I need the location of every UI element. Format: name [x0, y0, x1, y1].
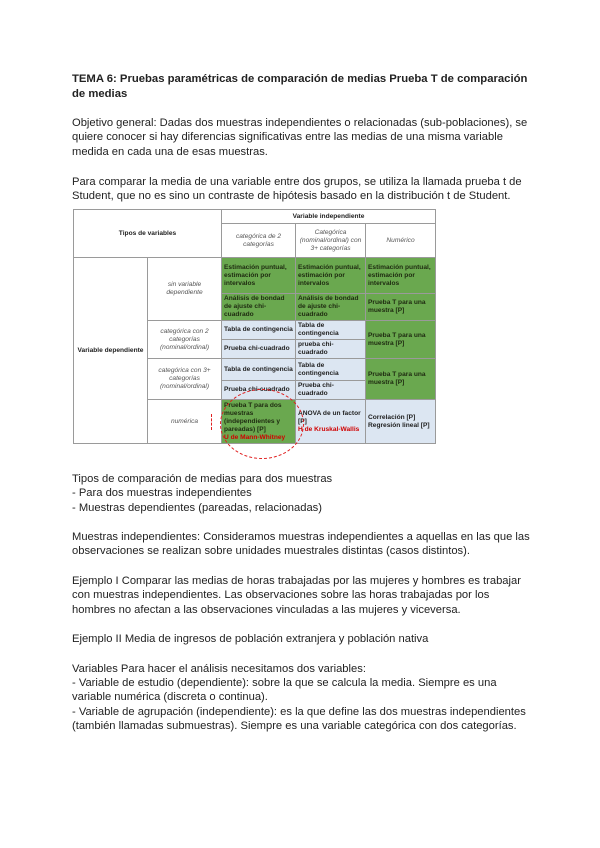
cell-r2b-c1: Prueba chi-cuadrado: [222, 340, 296, 359]
cell-r1a-c3: Estimación puntual, estimación por intervalos: [366, 258, 436, 294]
cell-r4-c3: Correlación [P] Regresión lineal [P]: [366, 400, 436, 444]
cell-r4-c2: [296, 400, 366, 444]
muestras-independientes-paragraph: Muestras independientes: Consideramos muestras independientes a aquellas en las que las observaciones se realizan sobre unidades muestrales distintas (casos distintos).: [72, 531, 530, 558]
cell-r4-c1-nonparam: U de Mann-Whitney: [224, 433, 286, 441]
cell-r1b-c1: Análisis de bondad de ajuste chi-cuadrado: [222, 294, 296, 321]
col-header-num: Numérico: [366, 224, 436, 258]
col-header-cat3: Categórica (nominal/ordinal) con 3+ categorías: [296, 224, 366, 258]
cell-r3b-c2: Prueba chi-cuadrado: [296, 381, 366, 400]
variables-item-2: - Variable de agrupación (independiente): es la que define las dos muestras independientes (también llamadas submuestras). Siempre es una variable categórica con dos categorías.: [72, 706, 526, 733]
cell-r4-c1: [222, 400, 296, 444]
cell-r3a-c1: Tabla de contingencia: [222, 359, 296, 381]
row-label-cat2: categórica con 2 categorías (nominal/ordinal): [148, 321, 222, 359]
variables-item-1: - Variable de estudio (dependiente): sobre la que se calcula la media. Siempre es una variable numérica (discreta o continua).: [72, 677, 497, 704]
intro-paragraph: Para comparar la media de una variable entre dos grupos, se utiliza la llamada prueba t de Student, que no es sino un contraste de hipótesis basado en la distribución t de Student.: [72, 176, 522, 203]
col-header-cat2: categórica de 2 categorías: [222, 224, 296, 258]
cell-r3b-c1: Prueba chi-cuadrado: [222, 381, 296, 400]
header-tipos: Tipos de variables: [74, 210, 222, 258]
cell-r2-c3: Prueba T para una muestra [P]: [366, 321, 436, 359]
ejemplo-1-paragraph: Ejemplo I Comparar las medias de horas trabajadas por las mujeres y hombres es trabajar con muestras independientes. Las observaciones sobre las horas trabajadas por los hombres no afectan a las observaciones vinculadas a las mujeres y viceversa.: [72, 575, 521, 616]
cell-r2a-c1: Tabla de contingencia: [222, 321, 296, 340]
tipos-item-1: - Para dos muestras independientes: [72, 487, 252, 499]
cell-r4-c1-text: Prueba T para dos muestras (independientes y pareadas) [P]: [224, 401, 282, 433]
cell-r3-c3: Prueba T para una muestra [P]: [366, 359, 436, 400]
cell-r1b-c3: Prueba T para una muestra [P]: [366, 294, 436, 321]
row-label-sin: sin variable dependiente: [148, 258, 222, 321]
cell-r1b-c2: Análisis de bondad de ajuste chi-cuadrado: [296, 294, 366, 321]
tipos-item-2: - Muestras dependientes (pareadas, relacionadas): [72, 502, 322, 514]
variables-heading: Variables Para hacer el análisis necesitamos dos variables:: [72, 663, 366, 675]
row-label-cat3: categórica con 3+ categorías (nominal/ordinal): [148, 359, 222, 400]
cell-r1a-c1: Estimación puntual, estimación por intervalos: [222, 258, 296, 294]
tipos-heading: Tipos de comparación de medias para dos muestras: [72, 473, 333, 485]
row-label-num: numérica: [148, 400, 222, 444]
cell-r2a-c2: Tabla de contingencia: [296, 321, 366, 340]
cell-r1a-c2: Estimación puntual, estimación por intervalos: [296, 258, 366, 294]
cell-r4-c2-nonparam: H de Kruskal-Wallis: [298, 425, 360, 433]
cell-r2b-c2: prueba chi-cuadrado: [296, 340, 366, 359]
cell-r3a-c2: Tabla de contingencia: [296, 359, 366, 381]
cell-r4-c2-text: ANOVA de un factor [P]: [298, 409, 361, 425]
ejemplo-2-paragraph: Ejemplo II Media de ingresos de población extranjera y población nativa: [72, 633, 429, 645]
variables-table-figure: [73, 209, 435, 458]
variables-table: [73, 209, 436, 444]
page-title: TEMA 6: Pruebas paramétricas de comparación de medias Prueba T de comparación de medias: [72, 73, 528, 100]
objective-paragraph: Objetivo general: Dadas dos muestras independientes o relacionadas (sub-poblaciones), se quiere conocer si hay diferencias significativas entre las medias de una misma variable medida en cada una de esas muestras.: [72, 117, 528, 158]
row-header-dependiente: Variable dependiente: [74, 258, 148, 444]
header-variable-independiente: Variable independiente: [222, 210, 436, 224]
